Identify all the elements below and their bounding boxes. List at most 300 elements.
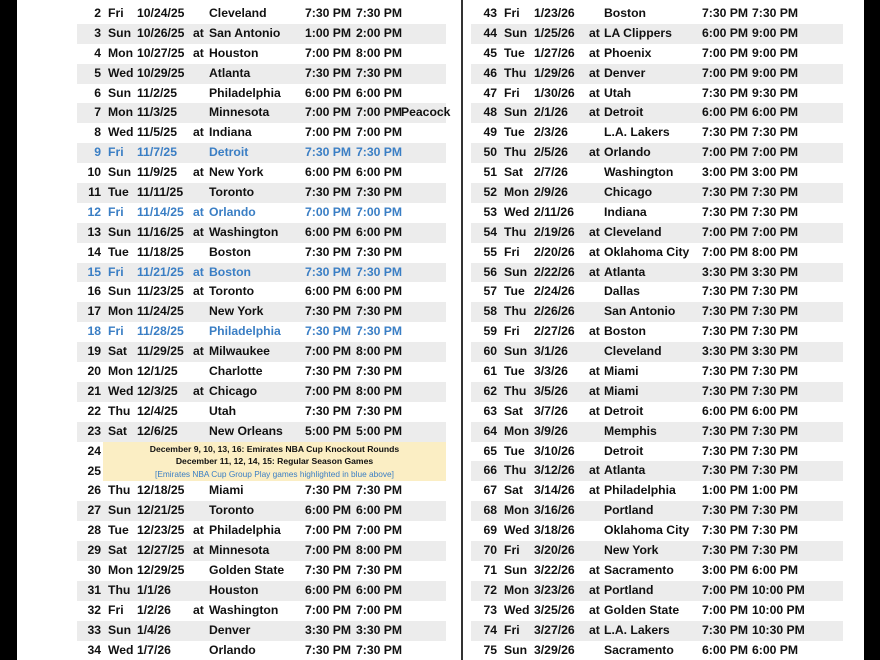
eastern-time: 2:00 PM	[356, 25, 403, 40]
game-row	[471, 641, 843, 660]
game-number: 6	[94, 85, 101, 100]
eastern-time: 9:00 PM	[752, 25, 799, 40]
game-row	[471, 183, 843, 203]
eastern-time: 7:00 PM	[356, 204, 403, 219]
game-day: Sun	[504, 344, 528, 359]
opponent-name: Utah	[209, 403, 237, 418]
game-date: 11/9/25	[137, 165, 177, 180]
away-marker: at	[193, 125, 204, 140]
eastern-time: 6:00 PM	[752, 642, 799, 657]
local-time: 7:30 PM	[702, 543, 749, 558]
opponent-name: Miami	[604, 383, 639, 398]
game-day: Sun	[108, 25, 132, 40]
game-date: 12/3/25	[137, 383, 178, 398]
local-time: 6:00 PM	[305, 224, 352, 239]
game-date: 3/12/26	[534, 463, 575, 478]
game-date: 3/16/26	[534, 503, 575, 518]
opponent-name: Charlotte	[209, 364, 263, 379]
game-number: 20	[87, 364, 101, 379]
eastern-time: 9:00 PM	[752, 65, 799, 80]
opponent-name: New York	[209, 304, 264, 319]
opponent-name: Miami	[604, 364, 639, 379]
game-row	[77, 601, 446, 621]
game-row	[77, 402, 446, 422]
eastern-time: 6:00 PM	[752, 105, 799, 120]
opponent-name: Sacramento	[604, 642, 674, 657]
game-number: 45	[483, 45, 497, 60]
game-date: 2/11/26	[534, 204, 574, 219]
opponent-name: San Antonio	[209, 25, 281, 40]
eastern-time: 8:00 PM	[356, 383, 403, 398]
game-day: Wed	[504, 602, 530, 617]
game-number: 55	[483, 244, 497, 259]
local-time: 3:30 PM	[702, 264, 749, 279]
game-date: 3/14/26	[534, 483, 575, 498]
game-date: 2/5/26	[534, 145, 568, 160]
away-marker: at	[589, 463, 600, 478]
game-number: 25	[87, 463, 101, 478]
local-time: 6:00 PM	[702, 403, 749, 418]
game-row	[471, 422, 843, 442]
game-number: 69	[483, 523, 497, 538]
opponent-name: Golden State	[604, 602, 680, 617]
game-date: 11/16/25	[137, 224, 184, 239]
game-date: 3/3/26	[534, 364, 568, 379]
local-time: 1:00 PM	[702, 483, 749, 498]
game-row	[471, 501, 843, 521]
local-time: 7:00 PM	[305, 383, 352, 398]
eastern-time: 9:00 PM	[752, 45, 799, 60]
game-day: Sun	[108, 85, 132, 100]
eastern-time: 7:30 PM	[356, 483, 403, 498]
game-row	[471, 282, 843, 302]
away-marker: at	[589, 85, 600, 100]
game-number: 13	[87, 224, 101, 239]
game-number: 29	[87, 543, 101, 558]
local-time: 7:00 PM	[702, 582, 749, 597]
game-row	[77, 263, 446, 283]
eastern-time: 10:00 PM	[752, 602, 805, 617]
game-day: Mon	[108, 45, 134, 60]
eastern-time: 7:30 PM	[356, 6, 403, 20]
game-day: Thu	[504, 145, 527, 160]
opponent-name: Boston	[604, 324, 646, 339]
local-time: 1:00 PM	[305, 25, 352, 40]
opponent-name: Utah	[604, 85, 632, 100]
schedule-page	[17, 0, 864, 660]
eastern-time: 7:30 PM	[752, 304, 799, 319]
local-time: 6:00 PM	[305, 582, 352, 597]
eastern-time: 7:30 PM	[752, 383, 799, 398]
game-day: Mon	[108, 304, 134, 319]
eastern-time: 7:30 PM	[356, 244, 403, 259]
game-row	[471, 143, 843, 163]
away-marker: at	[589, 324, 600, 339]
game-date: 3/20/26	[534, 543, 575, 558]
eastern-time: 9:30 PM	[752, 85, 799, 100]
game-date: 10/24/25	[137, 6, 185, 20]
away-marker: at	[589, 25, 600, 40]
eastern-time: 7:30 PM	[752, 125, 799, 140]
game-row	[471, 322, 843, 342]
game-number: 64	[483, 423, 497, 438]
game-date: 1/25/26	[534, 25, 575, 40]
game-date: 10/27/25	[137, 45, 185, 60]
game-number: 12	[87, 204, 101, 219]
game-date: 11/3/25	[137, 105, 177, 120]
local-time: 3:30 PM	[702, 344, 749, 359]
game-number: 46	[483, 65, 497, 80]
eastern-time: 7:30 PM	[752, 523, 799, 538]
game-number: 56	[483, 264, 497, 279]
eastern-time: 5:00 PM	[356, 423, 403, 438]
game-day: Sun	[504, 25, 528, 40]
eastern-time: 8:00 PM	[752, 244, 799, 259]
opponent-name: New York	[209, 165, 264, 180]
away-marker: at	[193, 284, 204, 299]
game-row	[471, 402, 843, 422]
opponent-name: Philadelphia	[209, 324, 281, 339]
game-date: 1/27/26	[534, 45, 575, 60]
game-number: 11	[88, 185, 101, 200]
opponent-name: Cleveland	[604, 224, 662, 239]
game-date: 3/1/26	[534, 344, 568, 359]
opponent-name: Cleveland	[604, 344, 662, 359]
opponent-name: Boston	[209, 264, 251, 279]
game-row	[77, 541, 446, 561]
opponent-name: Phoenix	[604, 45, 652, 60]
opponent-name: Atlanta	[604, 463, 646, 478]
eastern-time: 6:00 PM	[752, 562, 799, 577]
game-day: Sat	[504, 483, 523, 498]
game-date: 12/23/25	[137, 523, 185, 538]
game-day: Tue	[504, 443, 525, 458]
opponent-name: Minnesota	[209, 105, 270, 120]
opponent-name: Toronto	[209, 503, 255, 518]
game-row	[77, 203, 446, 223]
opponent-name: Oklahoma City	[604, 523, 690, 538]
game-row	[77, 24, 446, 44]
local-time: 7:00 PM	[702, 45, 749, 60]
tv-network: Peacock	[401, 105, 451, 120]
opponent-name: Portland	[604, 503, 654, 518]
local-time: 7:30 PM	[702, 125, 749, 140]
game-day: Fri	[504, 543, 520, 558]
game-number: 52	[483, 185, 497, 200]
local-time: 7:30 PM	[305, 364, 352, 379]
local-time: 6:00 PM	[702, 105, 749, 120]
game-date: 2/19/26	[534, 224, 575, 239]
game-row	[77, 4, 446, 24]
opponent-name: Cleveland	[209, 6, 267, 20]
game-number: 74	[483, 622, 497, 637]
game-date: 11/2/25	[137, 85, 177, 100]
local-time: 6:00 PM	[305, 85, 352, 100]
game-day: Mon	[504, 503, 530, 518]
game-date: 3/9/26	[534, 423, 568, 438]
game-row	[471, 203, 843, 223]
game-day: Fri	[504, 85, 520, 100]
game-date: 11/7/25	[137, 145, 177, 160]
local-time: 7:30 PM	[305, 264, 352, 279]
opponent-name: Toronto	[209, 185, 255, 200]
game-day: Mon	[504, 423, 530, 438]
eastern-time: 7:30 PM	[752, 543, 799, 558]
game-row	[77, 44, 446, 64]
local-time: 7:30 PM	[702, 443, 749, 458]
game-number: 24	[87, 443, 101, 458]
game-number: 59	[483, 324, 497, 339]
game-day: Tue	[504, 364, 525, 379]
game-date: 3/18/26	[534, 523, 575, 538]
eastern-time: 1:00 PM	[752, 483, 799, 498]
game-date: 1/1/26	[137, 582, 171, 597]
game-number: 65	[483, 443, 497, 458]
game-day: Fri	[108, 264, 124, 279]
game-day: Fri	[108, 145, 124, 160]
opponent-name: Detroit	[604, 403, 644, 418]
game-number: 73	[483, 602, 497, 617]
game-row	[471, 223, 843, 243]
game-number: 4	[94, 45, 101, 60]
eastern-time: 3:30 PM	[356, 622, 403, 637]
game-number: 21	[87, 383, 101, 398]
game-day: Tue	[108, 185, 129, 200]
opponent-name: Detroit	[209, 145, 249, 160]
game-row	[77, 143, 446, 163]
eastern-time: 7:30 PM	[356, 364, 403, 379]
game-number: 10	[87, 165, 101, 180]
opponent-name: Orlando	[209, 204, 256, 219]
game-row	[471, 263, 843, 283]
opponent-name: Atlanta	[604, 264, 646, 279]
game-row	[77, 481, 446, 501]
game-number: 47	[483, 85, 497, 100]
away-marker: at	[589, 483, 600, 498]
game-day: Sun	[108, 622, 132, 637]
away-marker: at	[589, 562, 600, 577]
game-date: 10/26/25	[137, 25, 185, 40]
game-day: Wed	[504, 523, 530, 538]
eastern-time: 7:30 PM	[356, 562, 403, 577]
opponent-name: Orlando	[209, 642, 256, 657]
away-marker: at	[193, 204, 204, 219]
game-day: Wed	[108, 65, 134, 80]
opponent-name: Boston	[209, 244, 251, 259]
local-time: 7:30 PM	[702, 523, 749, 538]
game-row	[471, 362, 843, 382]
game-date: 11/23/25	[137, 284, 184, 299]
opponent-name: Oklahoma City	[604, 244, 690, 259]
game-day: Wed	[504, 204, 530, 219]
eastern-time: 6:00 PM	[356, 165, 403, 180]
game-number: 66	[483, 463, 497, 478]
opponent-name: Detroit	[604, 105, 644, 120]
opponent-name: Boston	[604, 6, 646, 20]
opponent-name: Chicago	[604, 185, 653, 200]
game-row	[77, 302, 446, 322]
game-day: Mon	[108, 562, 134, 577]
game-day: Sat	[504, 165, 523, 180]
game-date: 3/10/26	[534, 443, 575, 458]
eastern-time: 6:00 PM	[356, 284, 403, 299]
game-date: 12/21/25	[137, 503, 185, 518]
opponent-name: New York	[604, 543, 659, 558]
local-time: 7:00 PM	[305, 344, 352, 359]
opponent-name: Washington	[604, 165, 674, 180]
opponent-name: Memphis	[604, 423, 657, 438]
game-number: 18	[87, 324, 101, 339]
game-date: 12/1/25	[137, 364, 178, 379]
game-number: 33	[87, 622, 101, 637]
game-day: Wed	[108, 642, 134, 657]
opponent-name: Golden State	[209, 562, 285, 577]
game-date: 10/29/25	[137, 65, 185, 80]
away-marker: at	[589, 45, 600, 60]
eastern-time: 7:30 PM	[356, 65, 403, 80]
game-date: 11/21/25	[137, 264, 184, 279]
game-number: 50	[483, 145, 497, 160]
local-time: 3:30 PM	[305, 622, 352, 637]
local-time: 7:30 PM	[702, 284, 749, 299]
local-time: 7:30 PM	[305, 562, 352, 577]
game-row	[471, 44, 843, 64]
local-time: 5:00 PM	[305, 423, 352, 438]
eastern-time: 6:00 PM	[752, 403, 799, 418]
eastern-time: 7:00 PM	[356, 125, 403, 140]
game-row	[471, 24, 843, 44]
game-day: Fri	[108, 6, 124, 20]
game-date: 1/23/26	[534, 6, 575, 20]
opponent-name: Denver	[604, 65, 646, 80]
game-row	[77, 282, 446, 302]
game-date: 2/26/26	[534, 304, 575, 319]
eastern-time: 7:00 PM	[356, 602, 403, 617]
game-row	[77, 322, 446, 342]
game-row	[471, 541, 843, 561]
eastern-time: 3:00 PM	[752, 165, 799, 180]
game-row	[77, 382, 446, 402]
away-marker: at	[589, 145, 600, 160]
game-number: 7	[94, 105, 101, 120]
eastern-time: 8:00 PM	[356, 45, 403, 60]
opponent-name: Toronto	[209, 284, 255, 299]
eastern-time: 3:30 PM	[752, 264, 799, 279]
game-day: Sun	[504, 562, 528, 577]
local-time: 7:00 PM	[305, 204, 352, 219]
away-marker: at	[193, 543, 204, 558]
away-marker: at	[193, 45, 204, 60]
game-row	[77, 64, 446, 84]
game-row	[471, 123, 843, 143]
game-row	[77, 163, 446, 183]
eastern-time: 8:00 PM	[356, 543, 403, 558]
away-marker: at	[193, 602, 204, 617]
eastern-time: 7:30 PM	[752, 443, 799, 458]
game-row	[471, 461, 843, 481]
game-row	[471, 521, 843, 541]
local-time: 7:30 PM	[305, 403, 352, 418]
game-row	[471, 64, 843, 84]
opponent-name: Philadelphia	[209, 85, 281, 100]
game-date: 2/24/26	[534, 284, 575, 299]
away-marker: at	[589, 105, 600, 120]
game-day: Fri	[504, 324, 520, 339]
game-day: Thu	[504, 304, 527, 319]
game-number: 28	[87, 523, 101, 538]
away-marker: at	[193, 344, 204, 359]
game-day: Wed	[108, 383, 134, 398]
eastern-time: 6:00 PM	[356, 85, 403, 100]
game-number: 17	[87, 304, 101, 319]
eastern-time: 7:30 PM	[752, 204, 799, 219]
eastern-time: 7:30 PM	[752, 185, 799, 200]
local-time: 7:30 PM	[305, 304, 352, 319]
game-row	[77, 223, 446, 243]
game-number: 2	[94, 6, 101, 20]
game-number: 5	[94, 65, 101, 80]
game-row	[471, 163, 843, 183]
game-day: Tue	[108, 244, 129, 259]
local-time: 7:00 PM	[702, 224, 749, 239]
game-number: 44	[483, 25, 497, 40]
game-day: Sat	[504, 403, 523, 418]
local-time: 7:30 PM	[702, 324, 749, 339]
game-day: Tue	[504, 45, 525, 60]
away-marker: at	[589, 224, 600, 239]
game-day: Sat	[108, 543, 127, 558]
opponent-name: New Orleans	[209, 423, 283, 438]
game-number: 68	[483, 503, 497, 518]
eastern-time: 7:00 PM	[752, 145, 799, 160]
away-marker: at	[193, 383, 204, 398]
eastern-time: 7:00 PM	[752, 224, 799, 239]
game-day: Tue	[504, 125, 525, 140]
game-day: Sun	[504, 264, 528, 279]
away-marker: at	[589, 383, 600, 398]
game-number: 9	[94, 145, 101, 160]
local-time: 7:30 PM	[305, 642, 352, 657]
eastern-time: 7:30 PM	[356, 145, 403, 160]
game-number: 15	[87, 264, 101, 279]
eastern-time: 7:30 PM	[752, 423, 799, 438]
local-time: 7:30 PM	[305, 145, 352, 160]
game-number: 32	[87, 602, 101, 617]
local-time: 7:30 PM	[702, 204, 749, 219]
local-time: 7:30 PM	[702, 6, 749, 20]
note-row-numbers	[79, 442, 101, 482]
game-day: Thu	[504, 463, 527, 478]
game-date: 12/18/25	[137, 483, 185, 498]
game-date: 3/22/26	[534, 562, 575, 577]
local-time: 7:30 PM	[305, 185, 352, 200]
note-banner	[103, 442, 446, 482]
eastern-time: 8:00 PM	[356, 344, 403, 359]
game-day: Mon	[504, 582, 530, 597]
game-day: Fri	[108, 324, 124, 339]
game-day: Sun	[108, 503, 132, 518]
local-time: 7:00 PM	[305, 45, 352, 60]
game-number: 26	[87, 483, 101, 498]
game-number: 3	[94, 25, 101, 40]
game-number: 23	[87, 423, 101, 438]
game-date: 3/29/26	[534, 642, 575, 657]
local-time: 7:30 PM	[702, 622, 749, 637]
game-day: Fri	[504, 622, 520, 637]
game-date: 1/4/26	[137, 622, 171, 637]
local-time: 6:00 PM	[305, 165, 352, 180]
local-time: 7:00 PM	[702, 145, 749, 160]
